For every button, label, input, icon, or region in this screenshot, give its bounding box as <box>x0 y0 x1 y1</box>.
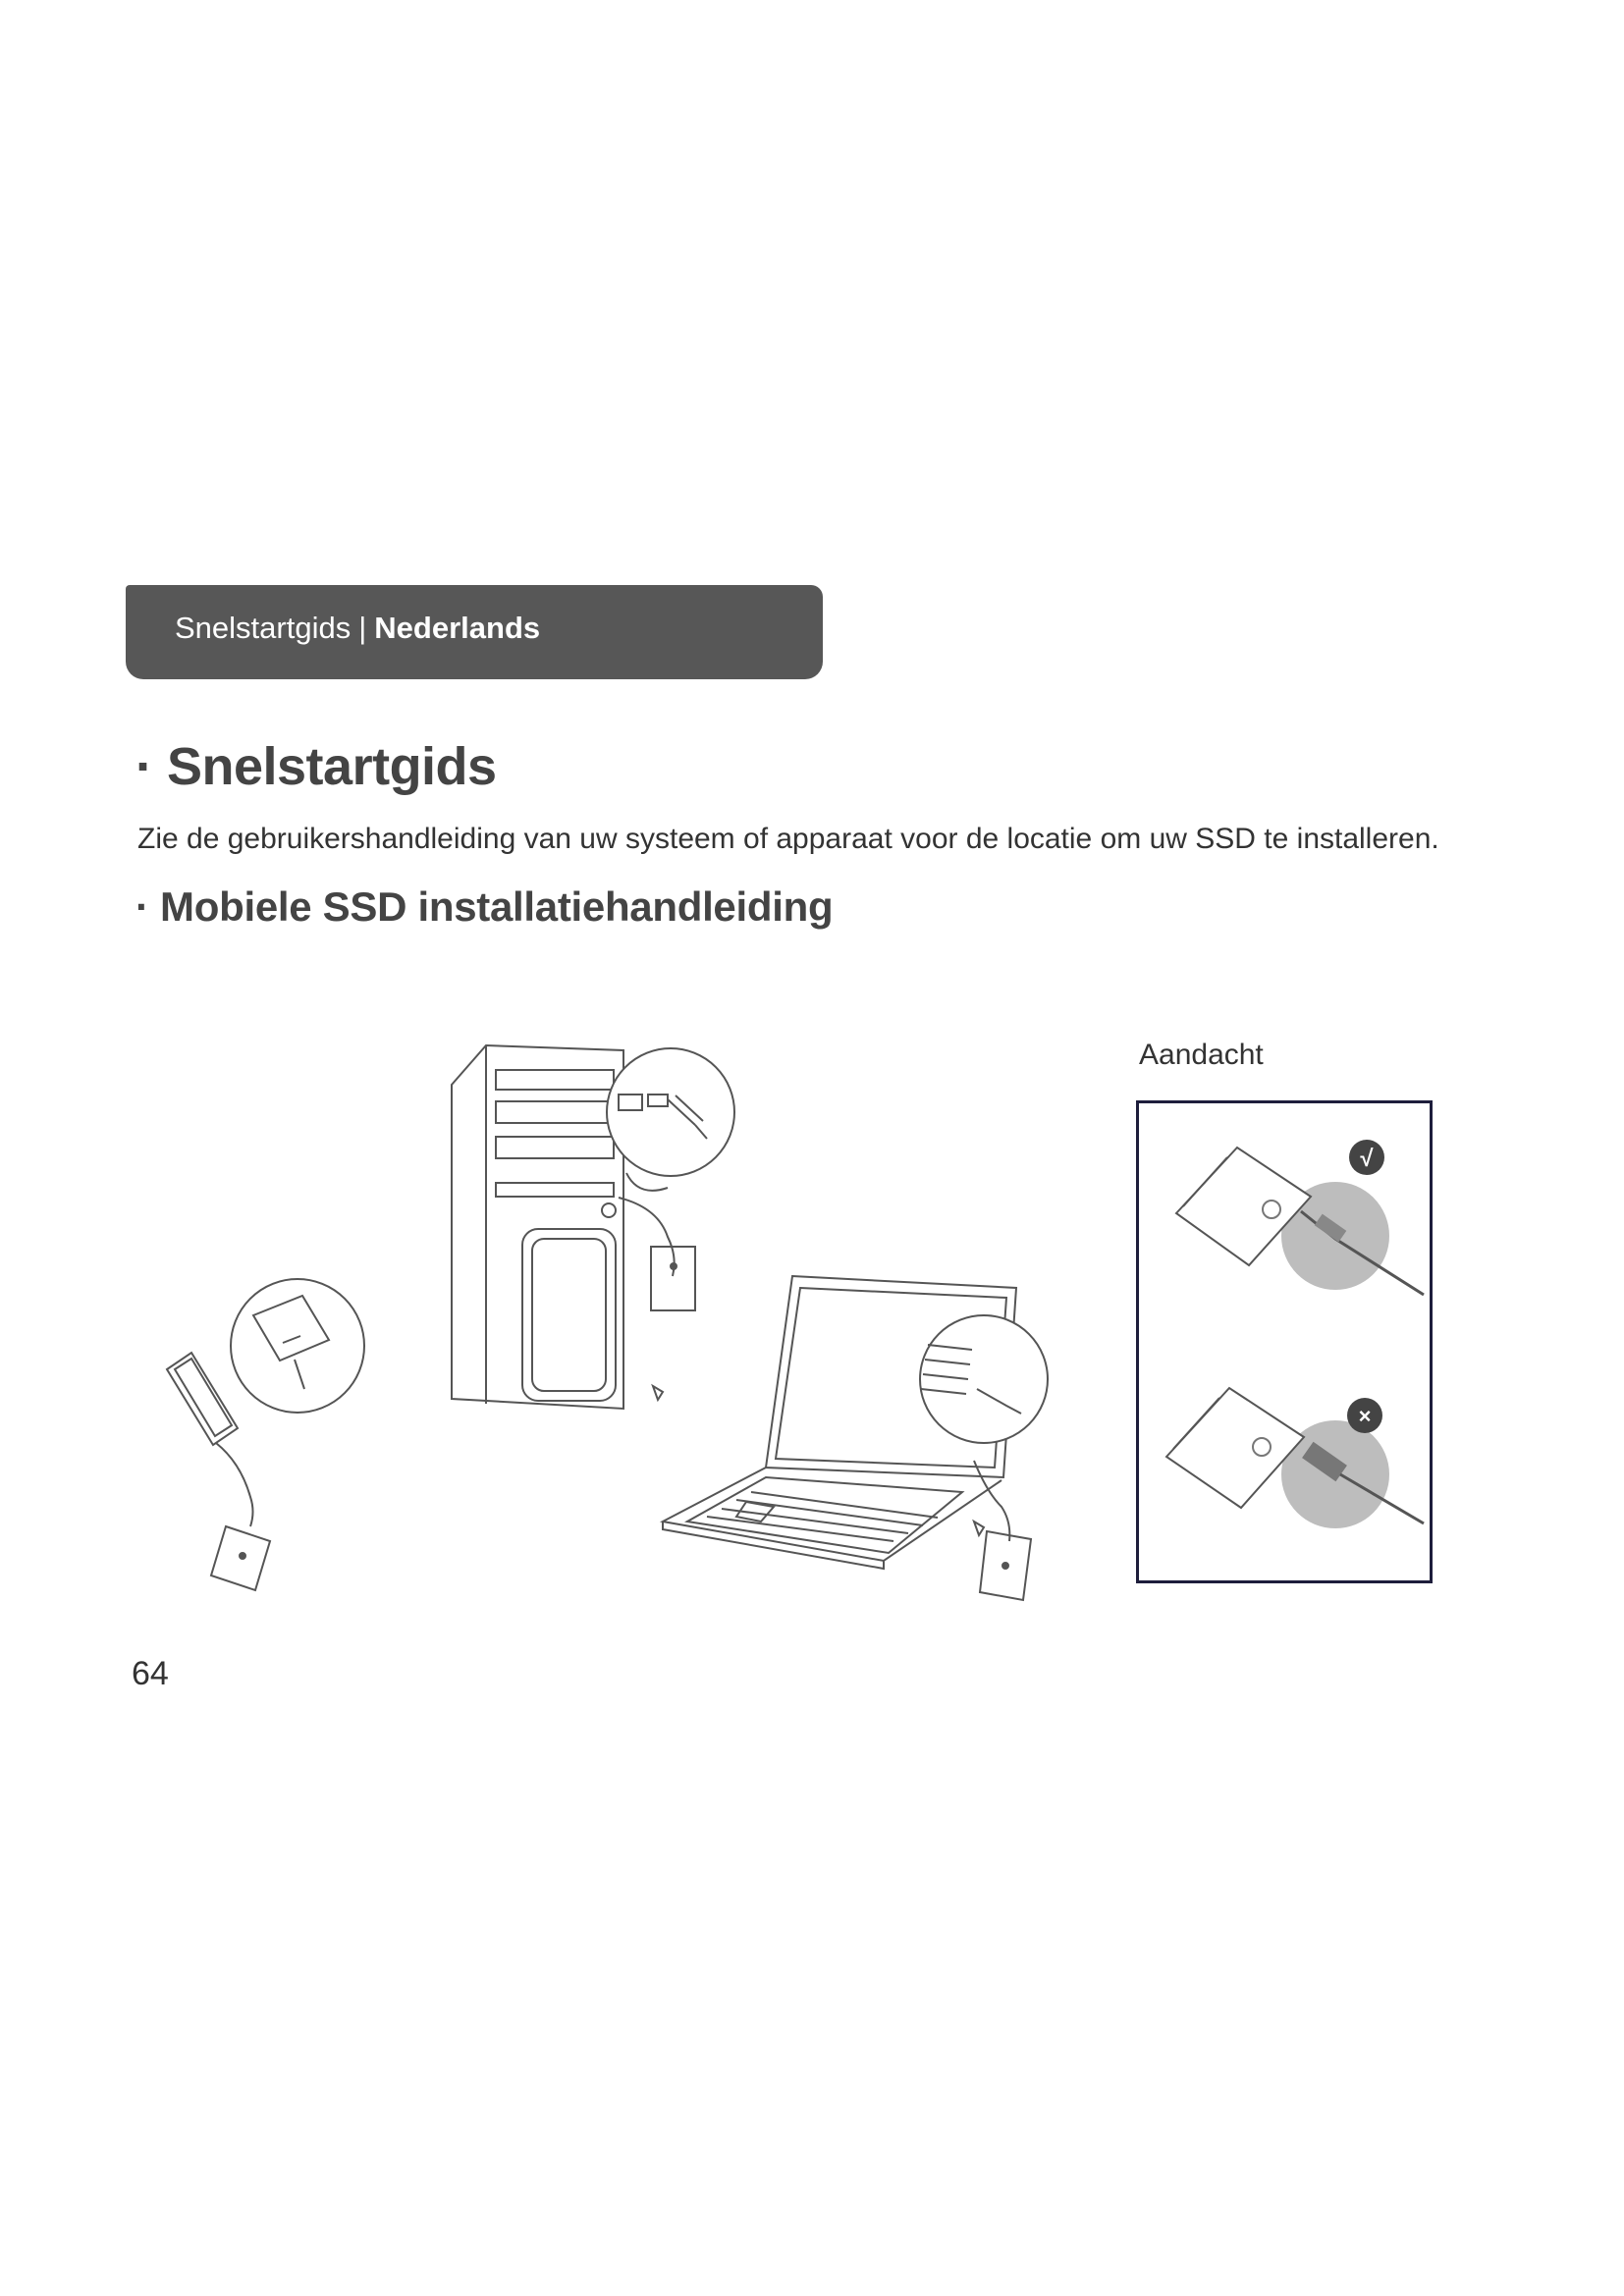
desktop-tower-icon <box>452 1045 623 1409</box>
wrong-mark: × <box>1358 1404 1372 1428</box>
header-tab <box>126 585 823 679</box>
attention-label: Aandacht <box>1139 1039 1264 1071</box>
wrong-connection-icon <box>1166 1388 1424 1528</box>
phone-icon <box>167 1353 238 1445</box>
header-section: Snelstartgids <box>175 611 352 645</box>
attention-box <box>1136 1100 1433 1583</box>
phone-port-zoom-icon <box>231 1279 364 1413</box>
laptop-port-zoom-icon <box>920 1315 1048 1443</box>
ssd-drive-icon <box>980 1531 1031 1600</box>
header-tab-text <box>175 611 540 646</box>
attention-illustration <box>1139 1103 1430 1580</box>
correct-connection-icon <box>1176 1140 1424 1295</box>
page-title: · Snelstartgids <box>135 737 497 796</box>
installation-illustration <box>157 1031 1080 1639</box>
ssd-drive-icon <box>211 1526 270 1590</box>
header-language: Nederlands <box>374 611 541 645</box>
page-number: 64 <box>132 1655 169 1692</box>
tower-port-zoom-icon <box>607 1048 734 1191</box>
correct-mark: √ <box>1360 1146 1374 1172</box>
intro-paragraph: Zie de gebruikershandleiding van uw systeem of apparaat voor de locatie om uw SSD te installeren. <box>137 823 1439 855</box>
header-separator: | <box>358 611 367 645</box>
section-heading: · Mobiele SSD installatiehandleiding <box>135 883 834 930</box>
